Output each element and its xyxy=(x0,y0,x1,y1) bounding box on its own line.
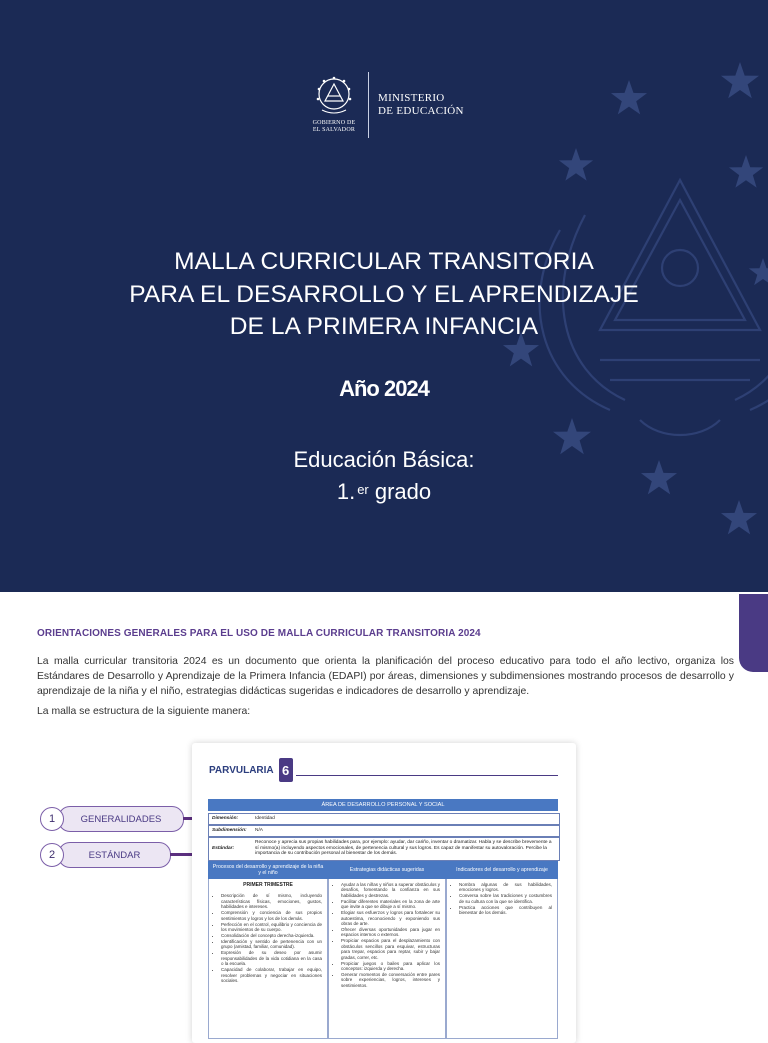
list-item: • Conversa sobre las tradiciones y costumbres de su cultura con la que se identifica. xyxy=(459,893,552,904)
row-value: N/A xyxy=(255,828,263,833)
intro-paragraph: La malla curricular transitoria 2024 es un documento que orienta la planificación del proceso educativo para todo el año lectivo, organiza los Estándares de Desarrollo y Aprendizaje de la Primera Infancia (EDAPI) por áreas, dimensiones y subdimensiones mostrando procesos de desarrollo y aprendizaje de la niña y el niño, estrategias didácticas sugeridas e indicadores de desarrollo y aprendizaje. xyxy=(37,656,734,697)
column-list xyxy=(214,893,322,983)
row-label: Subdimensión: xyxy=(212,828,247,833)
list-item: • Practica acciones que contribuyen al bienestar de los demás. xyxy=(459,905,552,916)
column-header: Procesos del desarrollo y aprendizaje de la niña y el niño xyxy=(208,861,328,879)
list-item: • Ayudar a las niñas y niños a superar obstáculos y desafíos, fomentando la confianza en sus habilidades y destrezas. xyxy=(341,882,440,898)
strategies-column xyxy=(328,861,446,1039)
column-body xyxy=(208,879,328,1039)
star-icon xyxy=(729,155,763,188)
list-item: • Capacidad de colaborar, trabajar en equipo, resolver problemas y negociar en situaciones sociales. xyxy=(221,967,322,983)
callout-number: 1 xyxy=(40,807,64,831)
sample-document-preview xyxy=(192,743,576,1043)
star-icon xyxy=(611,80,647,114)
education-level xyxy=(0,444,768,508)
column-body xyxy=(446,879,558,1039)
row-value: Identidad xyxy=(255,816,275,821)
structure-sentence: La malla se estructura de la siguiente manera: xyxy=(37,706,251,717)
column-list xyxy=(334,882,440,988)
star-icon xyxy=(559,148,593,181)
list-item: • Propiciar espacios para el desplazamiento con obstáculos sencillos para esquivar, estructuras para trepar, espacios para reptar, subir y bajar gradas, correr, etc. xyxy=(341,938,440,960)
grade-word: grado xyxy=(374,479,432,504)
callout-generalidades xyxy=(40,806,184,832)
doc-header xyxy=(209,758,293,782)
callout-label: ESTÁNDAR xyxy=(58,842,171,868)
government-line-1: GOBIERNO DE xyxy=(312,120,356,126)
section-heading: ORIENTACIONES GENERALES PARA EL USO DE MALLA CURRICULAR TRANSITORIA 2024 xyxy=(37,628,481,639)
logo-divider xyxy=(368,72,369,138)
trimester-label: PRIMER TRIMESTRE xyxy=(243,882,293,888)
doc-header-rule xyxy=(296,775,558,776)
callout-number: 2 xyxy=(40,843,64,867)
callout-label: GENERALIDADES xyxy=(58,806,184,832)
column-header: Estrategias didácticas sugeridas xyxy=(328,861,446,879)
processes-column xyxy=(208,861,328,1039)
list-item: • Identificación y sentido de pertenencia con un grupo (amistad, familiar, comunidad). xyxy=(221,939,322,950)
area-title-bar: ÁREA DE DESARROLLO PERSONAL Y SOCIAL xyxy=(208,799,558,811)
level-name: Educación Básica: xyxy=(293,447,475,472)
dimension-row xyxy=(208,813,560,825)
standard-row xyxy=(208,837,560,861)
callout-estandar xyxy=(40,842,171,868)
national-seal-icon xyxy=(316,76,352,118)
page-side-tab xyxy=(739,594,768,672)
row-label: Estándar: xyxy=(212,846,235,851)
list-item: • Descripción de sí mismo, incluyendo características físicas, emociones, gustos, habilidades e intereses. xyxy=(221,893,322,909)
doc-header-label: PARVULARIA xyxy=(209,764,274,776)
column-list xyxy=(452,882,552,916)
row-value: Reconoce y aprecia sus propias habilidades para, por ejemplo: ayudar, dar cariño, inventar o dramatizar. Habla y se describe brevemente a sí mismo(a) incluyendo aspectos emocionales, de pertenencia cultural y sus logros. Es capaz de manifestar su autovaloración. Percibe la importancia de su contribución personal al bienestar de los demás. xyxy=(255,840,552,857)
ministry-line-1: MINISTERIO xyxy=(378,92,445,104)
grade-label xyxy=(0,476,768,508)
list-item: • Nombra algunas de sus habilidades, emociones y logros. xyxy=(459,882,552,893)
doc-columns xyxy=(208,861,558,1039)
government-logo xyxy=(306,70,464,140)
list-item: • Elogiar sus esfuerzos y logros para fortalecer su autoestima, reconociendo y exponiendo sus obras de arte. xyxy=(341,910,440,926)
column-header: Indicadores del desarrollo y aprendizaje xyxy=(446,861,558,879)
list-item: • Expresión de su deseo por asumir responsabilidades de la vida cotidiana en la casa o la escuela. xyxy=(221,950,322,966)
indicators-column xyxy=(446,861,558,1039)
government-name xyxy=(313,120,356,134)
subdimension-row xyxy=(208,825,560,837)
row-label: Dimensión: xyxy=(212,816,239,821)
list-item: • Perfección en el control, equilibrio y conciencia de los movimientos de su cuerpo. xyxy=(221,922,322,933)
ministry-line-2: DE EDUCACIÓN xyxy=(378,105,464,117)
title-line-1: MALLA CURRICULAR TRANSITORIA xyxy=(174,248,594,275)
grade-superscript: er xyxy=(357,482,369,497)
government-seal-block xyxy=(306,76,362,134)
government-line-2: EL SALVADOR xyxy=(312,127,356,133)
list-item: • Ofrecer diversas oportunidades para jugar en espacios internos o externos. xyxy=(341,927,440,938)
title-line-3: DE LA PRIMERA INFANCIA xyxy=(229,313,539,340)
title-line-2: PARA EL DESARROLLO Y EL APRENDIZAJE xyxy=(129,280,639,308)
ministry-name xyxy=(378,92,464,118)
list-item: • Facilitar diferentes materiales en la zona de arte que invite a que se dibuje a sí mismo. xyxy=(341,899,440,910)
list-item: • Comprensión y conciencia de sus propios sentimientos y logros y los de los demás. xyxy=(221,910,322,921)
star-icon xyxy=(721,62,759,98)
list-item: • Propiciar juegos o bailes para aplicar los conceptos: izquierda y derecha. xyxy=(341,961,440,972)
list-item: • Consolidación del concepto derecha-izquierda. xyxy=(221,933,322,938)
document-title xyxy=(0,246,768,344)
grade-number: 1. xyxy=(336,479,356,504)
list-item: • Generar momentos de conversación entre pares sobre experiencias, logros, intereses y sentimientos. xyxy=(341,972,440,988)
column-body xyxy=(328,879,446,1039)
document-year: Año 2024 xyxy=(339,376,429,401)
doc-header-number: 6 xyxy=(279,758,293,782)
